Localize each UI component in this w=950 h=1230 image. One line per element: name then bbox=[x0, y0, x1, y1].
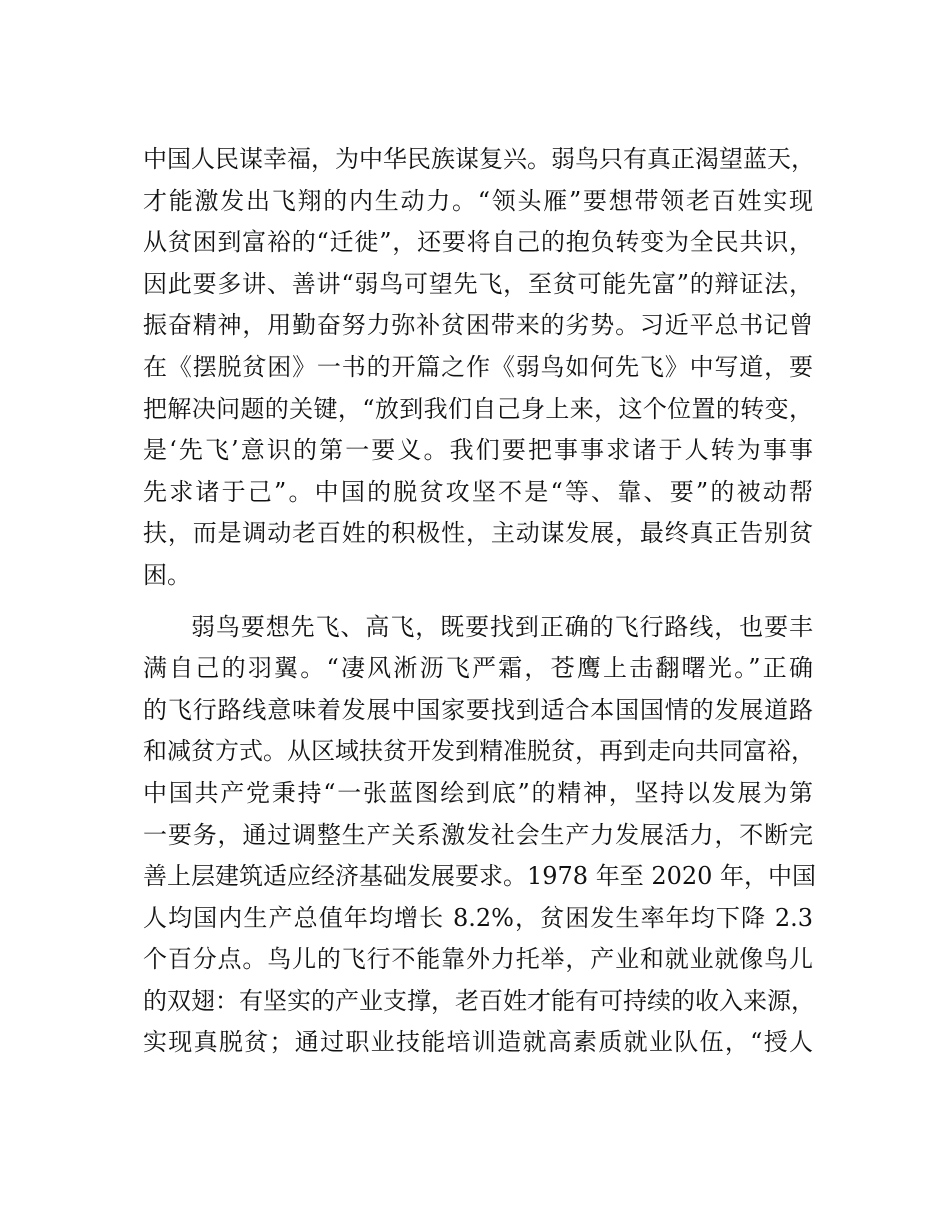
text-line: 是‘先飞’意识的第一要义。我们要把事事求诸于人转为事事 bbox=[143, 436, 813, 465]
text-line: 先求诸于己”。中国的脱贫攻坚不是“等、靠、要”的被动帮 bbox=[143, 477, 813, 506]
text-line: 个百分点。鸟儿的飞行不能靠外力托举，产业和就业就像鸟儿 bbox=[143, 945, 813, 974]
document-page bbox=[143, 139, 817, 1064]
text-line: 的双翅：有坚实的产业支撑，老百姓才能有可持续的收入来源， bbox=[143, 986, 815, 1015]
text-line: 把解决问题的关键，“放到我们自己身上来，这个位置的转变， bbox=[143, 394, 813, 423]
text-line: 一要务，通过调整生产关系激发社会生产力发展活力，不断完 bbox=[143, 820, 813, 849]
text-line: 因此要多讲、善讲“弱鸟可望先飞，至贫可能先富”的辩证法， bbox=[143, 269, 813, 298]
paragraph-2 bbox=[143, 607, 817, 1065]
paragraph-1 bbox=[143, 139, 813, 597]
text-line: 中国共产党秉持“一张蓝图绘到底”的精神，坚持以发展为第 bbox=[143, 778, 813, 807]
text-line: 善上层建筑适应经济基础发展要求。1978 年至 2020 年，中国 bbox=[143, 862, 817, 891]
text-line: 困。 bbox=[143, 560, 191, 589]
text-line: 扶，而是调动老百姓的积极性，主动谋发展，最终真正告别贫 bbox=[143, 519, 813, 548]
text-line: 和减贫方式。从区域扶贫开发到精准脱贫，再到走向共同富裕， bbox=[143, 737, 815, 766]
text-line: 振奋精神，用勤奋努力弥补贫困带来的劣势。习近平总书记曾 bbox=[143, 311, 813, 340]
text-line: 从贫困到富裕的“迁徙”，还要将自己的抱负转变为全民共识， bbox=[143, 228, 813, 257]
text-line: 才能激发出飞翔的内生动力。“领头雁”要想带领老百姓实现 bbox=[143, 186, 813, 215]
text-line: 的飞行路线意味着发展中国家要找到适合本国国情的发展道路 bbox=[143, 695, 813, 724]
text-line: 在《摆脱贫困》一书的开篇之作《弱鸟如何先飞》中写道，要 bbox=[143, 352, 813, 381]
text-line: 满自己的羽翼。“凄风淅沥飞严霜，苍鹰上击翻曙光。”正确 bbox=[143, 654, 813, 683]
text-line: 人均国内生产总值年均增长 8.2%，贫困发生率年均下降 2.3 bbox=[143, 903, 813, 932]
text-line: 实现真脱贫；通过职业技能培训造就高素质就业队伍，“授人 bbox=[143, 1028, 813, 1057]
text-line: 弱鸟要想先飞、高飞，既要找到正确的飞行路线，也要丰 bbox=[191, 612, 813, 641]
text-line: 中国人民谋幸福，为中华民族谋复兴。弱鸟只有真正渴望蓝天， bbox=[143, 145, 815, 173]
